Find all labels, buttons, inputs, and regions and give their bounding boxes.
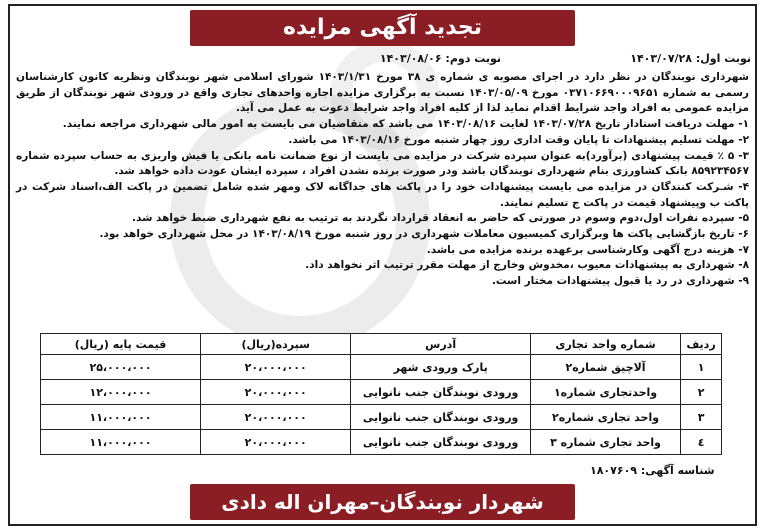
mayor-signature-banner: شهردار نوبندگان–مهران اله دادی (190, 484, 575, 520)
cell-address: ورودی نوبندگان جنب نانوایی (351, 430, 531, 455)
cell-unit-number: واحد تجاری شماره ۳ (531, 430, 681, 455)
cell-unit-number: واحدتجاری شماره۱ (531, 380, 681, 405)
ad-body (16, 70, 749, 290)
cell-deposit: ۲۰،۰۰۰،۰۰۰ (201, 405, 351, 430)
intro-paragraph: شهرداری نوبندگان در نظر دارد در اجرای مصوبه ی شماره ی ۳۸ مورخ ۱۴۰۳/۱/۳۱ شورای اسلامی شهر نوبندگان ونظریه کانون کارشناسان رسمی به شماره ۰۳۷۱۰۶۶۹۰۰۰۹۶۵۱ مورخ ۱۴۰۳/۰۵/۰۹ نسبت به برگزاری مزایده اجاره واحدهای تجاری واقع در ورودی شهر نوبندگان از طریق مزایده عمومی به افراد واجد شرایط اقدام نماید لذا از کلیه افراد واجد شرایط دعوت به عمل می آید. (16, 71, 749, 115)
header-base-price: قیمت پایه (ریال) (41, 334, 201, 355)
second-publication-date: نوبت دوم: ۱۴۰۳/۰۸/۰۶ (379, 52, 501, 65)
cell-unit-number: واحد تجاری شماره۲ (531, 405, 681, 430)
table-row (41, 380, 722, 405)
cell-address: ورودی نوبندگان جنب نانوایی (351, 405, 531, 430)
cell-unit-number: آلاچیق شماره۲ (531, 355, 681, 380)
units-table (40, 333, 722, 455)
header-row-number: ردیف (681, 334, 722, 355)
cell-address: پارک ورودی شهر (351, 355, 531, 380)
table-row (41, 355, 722, 380)
ad-title: تجدید آگهی مزایده (190, 10, 575, 46)
table-row (41, 430, 722, 455)
cell-row-number: ۳ (681, 405, 722, 430)
condition-3: ۳- ۵ ٪ قیمت پیشنهادی (برآورد)به عنوان سپرده شرکت در مزایده می بایست از نوع ضمانت نامه بانکی یا فیش واریزی به حساب سپرده شماره ۸۵۹۲۳۴۵۶۷ بانک کشاورزی بنام شهرداری نوبندگان باشد ودر صورت برنده نشدن افراد ، سپرده ایشان عودت داده خواهد شد. (16, 149, 749, 178)
publication-dates (14, 52, 751, 68)
cell-base-price: ۱۱،۰۰۰،۰۰۰ (41, 405, 201, 430)
condition-4: ۴- شـرکت کنندگان در مزایده می بایست پیشنهادات خود را در پاکت های جداگانه لاک ومهر شده شامل تضمین در پاکت الف،اسناد شرکت در پاکت ب وپیشنهاد قیمت در پاکت ج تسلیم نمایند. (16, 180, 749, 209)
cell-base-price: ۲۵،۰۰۰،۰۰۰ (41, 355, 201, 380)
cell-row-number: ۲ (681, 380, 722, 405)
cell-deposit: ۲۰،۰۰۰،۰۰۰ (201, 380, 351, 405)
condition-1: ۱- مهلت دریافت اسناداز تاریخ ۱۴۰۳/۰۷/۲۸ لغایت ۱۴۰۳/۰۸/۱۶ می باشد که متقاضیان می بایست به امور مالی شهرداری مراجعه نمایند. (62, 118, 749, 131)
cell-row-number: ۱ (681, 355, 722, 380)
cell-base-price: ۱۱،۰۰۰،۰۰۰ (41, 430, 201, 455)
cell-deposit: ۲۰،۰۰۰،۰۰۰ (201, 430, 351, 455)
table-row (41, 405, 722, 430)
header-unit-number: شماره واحد تجاری (531, 334, 681, 355)
condition-5: ۵- سپرده نفرات اول،دوم وسوم در صورتی که حاضر به انعقاد قرارداد نگردند به ترتیب به نفع شهرداری ضبط خواهد شد. (132, 212, 749, 225)
cell-base-price: ۱۲،۰۰۰،۰۰۰ (41, 380, 201, 405)
first-publication-date: نوبت اول: ۱۴۰۳/۰۷/۲۸ (630, 52, 751, 65)
condition-9: ۹- شهرداری در رد یا قبول پیشنهادات مختار است. (491, 275, 749, 288)
cell-deposit: ۲۰،۰۰۰،۰۰۰ (201, 355, 351, 380)
cell-row-number: ٤ (681, 430, 722, 455)
header-address: آدرس (351, 334, 531, 355)
ad-identifier: شناسه آگهی: ۱۸۰۷۶۰۹ (590, 464, 715, 477)
table-header-row (41, 334, 722, 355)
condition-6: ۶- تاریخ بازگشایی پاکت ها وبرگزاری کمیسیون معاملات شهرداری در روز شنبه مورخ ۱۴۰۳/۰۸/۱۹ در محل شهرداری خواهد بود. (99, 228, 749, 241)
condition-8: ۸- شهرداری به پیشنهادات معیوب ،مخدوش وخارج از مهلت مقرر ترتیب اثر نخواهد داد. (305, 259, 749, 272)
condition-2: ۲- مهلت تسلیم پیشنهادات تا پایان وقت اداری روز چهار شنبه مورخ ۱۴۰۳/۰۸/۱۶ می باشد. (288, 133, 749, 146)
header-deposit: سپرده(ریال) (201, 334, 351, 355)
condition-7: ۷- هزینه درج آگهی وکارشناسی برعهده برنده مزایده می باشد. (426, 243, 749, 256)
cell-address: ورودی نوبندگان جنب نانوایی (351, 380, 531, 405)
